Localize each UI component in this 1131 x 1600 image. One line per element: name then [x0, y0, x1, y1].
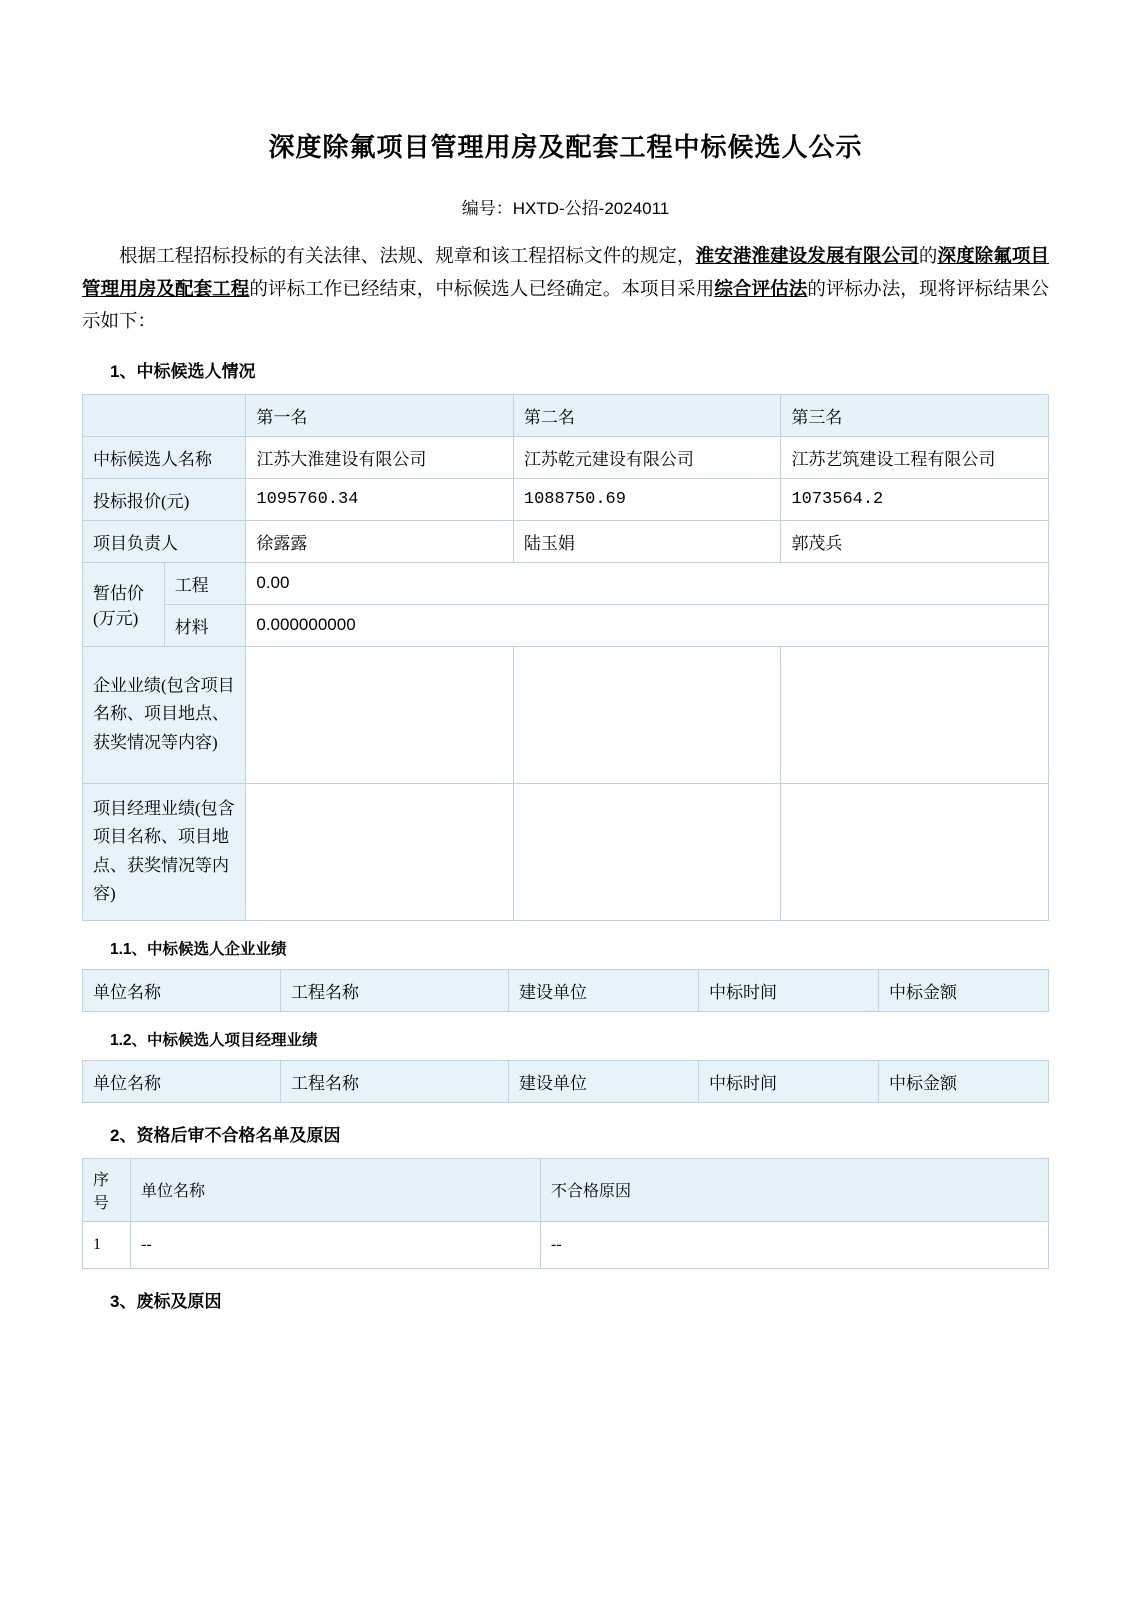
candidate-name-1: 江苏大淮建设有限公司 — [246, 436, 514, 478]
table-header-row — [83, 969, 1049, 1011]
col-project-name: 工程名称 — [281, 1060, 509, 1102]
row-label-manager-performance: 项目经理业绩(包含项目名称、项目地点、获奖情况等内容) — [83, 783, 246, 920]
manager-performance-table — [82, 1060, 1049, 1103]
disqualification-table — [82, 1158, 1049, 1269]
bid-price-1: 1095760.34 — [246, 478, 514, 520]
row-reason: -- — [541, 1221, 1049, 1268]
row-label-candidate-name: 中标候选人名称 — [83, 436, 246, 478]
bid-price-3: 1073564.2 — [781, 478, 1049, 520]
col-unit-name: 单位名称 — [83, 969, 281, 1011]
table-header-row — [83, 1158, 1049, 1221]
estimate-value-engineering: 0.00 — [246, 562, 1049, 604]
section-1-1-heading: 1.1、中标候选人企业业绩 — [110, 940, 287, 958]
manager-performance-1 — [246, 783, 514, 920]
row-unit-name: -- — [131, 1221, 541, 1268]
table-row — [83, 436, 1049, 478]
col-project-name: 工程名称 — [281, 969, 509, 1011]
candidates-table — [82, 394, 1049, 921]
table-header-row — [83, 1060, 1049, 1102]
project-name: 深度除氟项目管理用房及配套工程 — [82, 247, 1049, 300]
rank-header-first: 第一名 — [246, 394, 514, 436]
project-manager-1: 徐露露 — [246, 520, 514, 562]
row-label-estimate — [83, 562, 165, 646]
intro-text-2: 的 — [918, 247, 938, 268]
estimate-value-material: 0.000000000 — [246, 604, 1049, 646]
intro-text-3: 的评标工作已经结束，中标候选人已经确定。本项目采用 — [249, 279, 715, 300]
section-2-heading: 2、资格后审不合格名单及原因 — [110, 1125, 341, 1145]
candidate-name-3: 江苏艺筑建设工程有限公司 — [781, 436, 1049, 478]
col-construction-unit: 建设单位 — [509, 1060, 699, 1102]
col-unit-name: 单位名称 — [131, 1158, 541, 1221]
section-1-heading: 1、中标候选人情况 — [110, 361, 256, 381]
estimate-sub-label-material: 材料 — [164, 604, 246, 646]
table-row — [83, 604, 1049, 646]
row-label-enterprise-performance: 企业业绩(包含项目名称、项目地点、获奖情况等内容) — [83, 646, 246, 783]
intro-paragraph — [82, 241, 1049, 338]
col-award-amount: 中标金额 — [879, 1060, 1049, 1102]
row-label-bid-price: 投标报价(元) — [83, 478, 246, 520]
col-reason: 不合格原因 — [541, 1158, 1049, 1221]
row-label-project-manager: 项目负责人 — [83, 520, 246, 562]
evaluation-method: 综合评估法 — [714, 279, 808, 300]
section-1-2-heading: 1.2、中标候选人项目经理业绩 — [110, 1031, 318, 1049]
rank-header-blank — [83, 394, 246, 436]
enterprise-performance-table — [82, 969, 1049, 1012]
table-row — [83, 783, 1049, 920]
table-row — [83, 478, 1049, 520]
col-award-amount: 中标金额 — [879, 969, 1049, 1011]
col-index: 序号 — [83, 1158, 131, 1221]
candidate-name-2: 江苏乾元建设有限公司 — [513, 436, 781, 478]
tender-organization: 淮安港淮建设发展有限公司 — [695, 247, 919, 268]
manager-performance-3 — [781, 783, 1049, 920]
estimate-sub-label-engineering: 工程 — [164, 562, 246, 604]
table-row — [83, 646, 1049, 783]
intro-text-1: 根据工程招标投标的有关法律、法规、规章和该工程招标文件的规定， — [119, 247, 696, 268]
col-award-time: 中标时间 — [699, 969, 879, 1011]
intro-text-4: 的评标办法，现将评标结果公示如下： — [82, 279, 1049, 333]
rank-header-third: 第三名 — [781, 394, 1049, 436]
estimate-label-line2: (万元) — [93, 609, 139, 629]
col-award-time: 中标时间 — [699, 1060, 879, 1102]
bid-price-2: 1088750.69 — [513, 478, 781, 520]
table-row — [83, 562, 1049, 604]
document-number: 编号：HXTD-公招-2024011 — [461, 199, 670, 219]
page-title: 深度除氟项目管理用房及配套工程中标候选人公示 — [268, 133, 863, 162]
table-row — [83, 520, 1049, 562]
project-manager-2: 陆玉娟 — [513, 520, 781, 562]
enterprise-performance-2 — [513, 646, 781, 783]
row-index: 1 — [83, 1221, 131, 1268]
col-unit-name: 单位名称 — [83, 1060, 281, 1102]
enterprise-performance-1 — [246, 646, 514, 783]
manager-performance-2 — [513, 783, 781, 920]
project-manager-3: 郭茂兵 — [781, 520, 1049, 562]
section-3-heading: 3、废标及原因 — [110, 1291, 222, 1311]
rank-header-second: 第二名 — [513, 394, 781, 436]
table-header-row — [83, 394, 1049, 436]
table-row — [83, 1221, 1049, 1268]
estimate-label-line1: 暂估价 — [93, 584, 144, 604]
col-construction-unit: 建设单位 — [509, 969, 699, 1011]
enterprise-performance-3 — [781, 646, 1049, 783]
